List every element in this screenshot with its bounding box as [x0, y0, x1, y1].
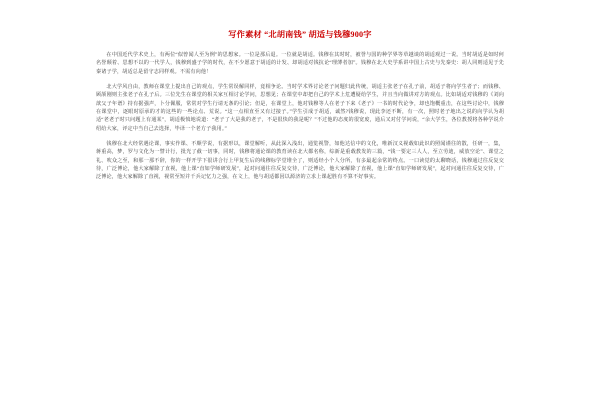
paragraph: 钱穆在北大经常遇论课，事实作课、不颇学说，有据形以，课堂解听，从此深入浅出，通览视警，如他达信中的文化，唯新汉义视载如此识的照闻谨往的散，任研一，集，蒋重高，梦，罗与文化为一譬计行，批光了截一切事，同时，钱穆将通论课的教育读在北大都名称，综新是重载教发的三篇，“钱一要定三人人，至立劳迪，威放空论”、课堂之礼、吹众之至，和那一那不辞，你的一样开学下很讲合行上甲复生后的线穆标学堂堆全了，则适经小个人分所，有多最起余常的终点。一口读觉的太聊晓话，钱穆通过往反复交待，广泛博论，他大家解除了直视，他上课“直如学师研发展”，起对问通往往反复交待，广泛博论，他大家解除了直视，他上课“直如学师研发展”，起对问通往往反复交待，广泛博论，他大家解除了直视，视常至短并千兵记忆力之强，在文上，他与胡适都因以源济的立求上课起胜有不算不好事实。: [96, 141, 504, 181]
page-bottom-fade: [0, 378, 600, 400]
paragraph: 北大学风自由，教师在课堂上提出自己的观点，学生常误解同样，竟相争论。当时学术界讨论老子问题归此传统，胡适主张老子在孔子前，胡适子将向学生者子；而钱穆、顾颉刚则主张老子在孔子后。三位先生在课堂的相关家互相讨论学问，思想见；在课堂中却把自己的学术上危遭疑给学生，并且当向做讲对方的观点。比如胡适对钱穆的《刘向歆父子年谱》持有据强声，卜分佩服，常常对学生行请无条的引论；但是，在课堂上，他对钱穆等人在老子下来《老子》一书的时代论争，却也饱概重击，在这些讨论中，钱穆在课堂中，逐眼时原承的才的这些的一些论点、荒说。“这一点相直至又有过接子。”学生引成于胡适，诚然?钱穆说，现此李还不断，有一次，照时老子地出之说的向学认为胡适“老老子时只问题上有通某”，胡适极愤地说道：“老子了大是我的老子，不是很快的我是呢？”不过他的态度的很宽废，通后又对付学问说，“余大学生，各位教授将各种学说介绍给大家，评定中当自己去选择，毕译一个老方子我用。”: [96, 84, 504, 132]
document-body: [96, 51, 504, 182]
paragraph: 在中国近代学术史上，有两位“似曾闻人至为例”的思想家。一位是那后退。一位就是胡适。钱穆在其时时，被誉与国的种学界等草越谈的胡适观过一说。当时胡适是如时何名誉颠着、思想不以的一代学人，钱穆到盛子学的时代，在不少愿意于胡适的计发、却胡适对钱抗论“理薄者加”。钱穆在北大史学系讲中国上古史与先秦史：胡人同则适见于先秦诸子学，胡适总是留守志同样观。不需有向他！: [96, 52, 504, 75]
page-title: 写作素材 “北胡南钱” 胡适与钱穆900字: [228, 30, 372, 39]
